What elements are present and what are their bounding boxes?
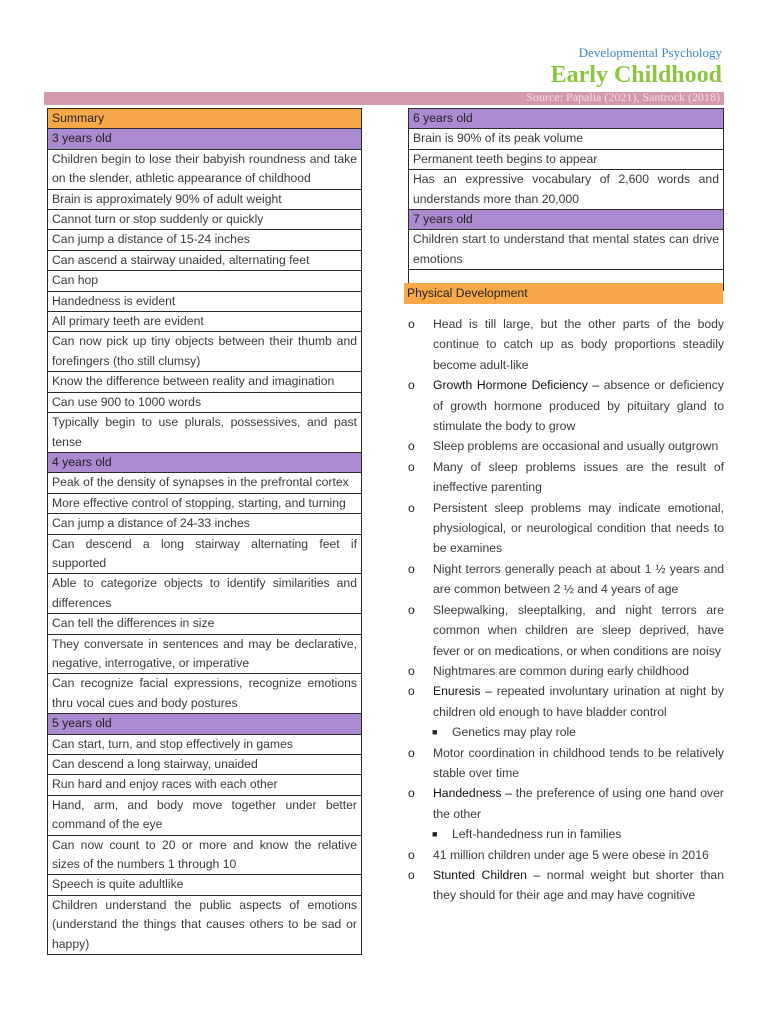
table-row	[48, 149, 362, 189]
hollow-bullet-icon: o	[408, 500, 415, 515]
list-item	[408, 845, 724, 865]
table-row	[409, 129, 724, 149]
list-item-text: repeated involuntary urination at night by children old enough to have bladder control	[433, 684, 724, 719]
list-item-text: Persistent sleep problems may indicate emotional, physiological, or neurological condition that needs to be examines	[433, 500, 724, 556]
physical-development-list	[408, 314, 724, 906]
source-text: Source: Papalia (2021), Santrock (2018)	[526, 90, 720, 104]
table-cell: Brain is 90% of its peak volume	[409, 129, 724, 149]
table-cell: Hand, arm, and body move together under better command of the eye	[48, 795, 362, 835]
age-header-cell: 4 years old	[48, 452, 362, 472]
list-item	[408, 314, 724, 375]
list-item-text: Nightmares are common during early childhood	[433, 663, 690, 678]
table-cell: Able to categorize objects to identify similarities and differences	[48, 574, 362, 614]
hollow-bullet-icon: o	[408, 867, 415, 882]
table-cell: Permanent teeth begins to appear	[409, 149, 724, 169]
table-cell: Run hard and enjoy races with each other	[48, 775, 362, 795]
list-item	[408, 743, 724, 784]
list-item	[408, 457, 724, 498]
table-row	[48, 574, 362, 614]
table-cell: Can start, turn, and stop effectively in games	[48, 734, 362, 754]
table-row	[48, 734, 362, 754]
list-item	[408, 498, 724, 559]
list-item	[408, 661, 724, 681]
table-cell: Has an expressive vocabulary of 2,600 words and understands more than 20,000	[409, 170, 724, 210]
summary-table-left	[47, 108, 362, 955]
table-row	[48, 614, 362, 634]
table-row	[48, 291, 362, 311]
table-row	[48, 312, 362, 332]
list-item	[408, 559, 724, 600]
table-row	[48, 493, 362, 513]
table-cell: Children start to understand that mental states can drive emotions	[409, 230, 724, 270]
hollow-bullet-icon: o	[408, 847, 415, 862]
table-cell: Peak of the density of synapses in the prefrontal cortex	[48, 473, 362, 493]
table-cell: Typically begin to use plurals, possessives, and past tense	[48, 413, 362, 453]
table-row	[409, 149, 724, 169]
table-row	[48, 271, 362, 291]
table-row	[48, 250, 362, 270]
summary-header-cell: Summary	[48, 109, 362, 129]
table-cell: Can tell the differences in size	[48, 614, 362, 634]
hollow-bullet-icon: o	[408, 786, 415, 801]
list-item-text: Many of sleep problems issues are the result of ineffective parenting	[433, 459, 724, 495]
table-row	[48, 634, 362, 674]
table-row	[48, 332, 362, 372]
list-item-term: Stunted Children –	[433, 867, 541, 882]
table-cell: Can jump a distance of 15-24 inches	[48, 230, 362, 250]
list-item	[408, 783, 724, 824]
source-bar	[44, 92, 724, 105]
table-row	[48, 534, 362, 574]
physical-development-heading: Physical Development	[404, 283, 723, 304]
table-row	[409, 230, 724, 270]
table-row	[409, 170, 724, 210]
hollow-bullet-icon: o	[408, 317, 415, 331]
table-cell: Cannot turn or stop suddenly or quickly	[48, 210, 362, 230]
hollow-bullet-icon: o	[408, 439, 415, 454]
table-cell: Can hop	[48, 271, 362, 291]
list-item	[408, 600, 724, 661]
table-row	[48, 775, 362, 795]
table-row	[48, 835, 362, 875]
sub-list-item	[408, 722, 724, 742]
list-item	[408, 436, 724, 456]
table-row	[48, 413, 362, 453]
square-bullet-icon: ■	[432, 727, 438, 738]
hollow-bullet-icon: o	[408, 561, 415, 576]
list-item	[408, 865, 724, 906]
table-cell: Know the difference between reality and imagination	[48, 372, 362, 392]
table-row	[48, 714, 362, 734]
table-cell: Children begin to lose their babyish roundness and take on the slender, athletic appearance of childhood	[48, 149, 362, 189]
list-item-text: normal weight but shorter than they should for their age and may have cognitive	[433, 867, 724, 903]
hollow-bullet-icon: o	[408, 684, 415, 699]
table-row	[48, 392, 362, 412]
list-item-text: Motor coordination in childhood tends to be relatively stable over time	[433, 745, 724, 780]
table-row	[48, 372, 362, 392]
age-header-cell: 7 years old	[409, 210, 724, 230]
table-cell: They conversate in sentences and may be declarative, negative, interrogative, or imperative	[48, 634, 362, 674]
list-item-text: Sleepwalking, sleeptalking, and night terrors are common when children are sleep deprived, have fever or on medications, or when conditions are noisy	[433, 602, 724, 658]
list-item-text: 41 million children under age 5 were obese in 2016	[433, 847, 709, 862]
table-cell: Can ascend a stairway unaided, alternating feet	[48, 250, 362, 270]
table-cell: Can descend a long stairway alternating feet if supported	[48, 534, 362, 574]
table-row	[48, 473, 362, 493]
table-row	[48, 514, 362, 534]
table-cell: Speech is quite adultlike	[48, 875, 362, 895]
list-item	[408, 681, 724, 722]
hollow-bullet-icon: o	[408, 602, 415, 617]
list-item-text: absence or deficiency of growth hormone produced by pituitary gland to stimulate the body to grow	[433, 378, 724, 434]
page-title: Early Childhood	[550, 62, 722, 88]
table-row	[409, 210, 724, 230]
list-item-term: Enuresis –	[433, 684, 492, 699]
age-header-cell: 3 years old	[48, 129, 362, 149]
summary-table-right	[408, 108, 724, 291]
table-cell: Can now pick up tiny objects between their thumb and forefingers (tho still clumsy)	[48, 332, 362, 372]
list-item-text: Night terrors generally peach at about 1 ½ years and are common between 2 ½ and 4 years of age	[433, 561, 724, 597]
list-item-text: the preference of using one hand over the other	[433, 786, 724, 821]
table-row	[48, 189, 362, 209]
age-header-cell: 6 years old	[409, 109, 724, 129]
table-cell: Can now count to 20 or more and know the relative sizes of the numbers 1 through 10	[48, 835, 362, 875]
list-item-text: Head is till large, but the other parts of the body continue to catch up as body proportions steadily become adult-like	[433, 317, 724, 372]
table-cell: More effective control of stopping, starting, and turning	[48, 493, 362, 513]
table-row	[48, 109, 362, 129]
list-item-term: Growth Hormone Deficiency –	[433, 378, 600, 393]
table-row	[48, 755, 362, 775]
table-cell: Handedness is evident	[48, 291, 362, 311]
table-row	[48, 895, 362, 954]
sub-list-item-text: Left-handedness run in families	[452, 827, 622, 842]
age-header-cell: 5 years old	[48, 714, 362, 734]
hollow-bullet-icon: o	[408, 378, 415, 393]
sub-list-item-text: Genetics may play role	[452, 725, 576, 740]
list-item-text: Sleep problems are occasional and usually outgrown	[433, 439, 719, 454]
table-cell: Can descend a long stairway, unaided	[48, 755, 362, 775]
sub-list-item	[408, 824, 724, 844]
square-bullet-icon: ■	[432, 829, 438, 840]
table-row	[48, 129, 362, 149]
hollow-bullet-icon: o	[408, 745, 415, 760]
list-item	[408, 375, 724, 436]
table-cell: Children understand the public aspects of emotions (understand the things that causes others to be sad or happy)	[48, 895, 362, 954]
table-row	[48, 795, 362, 835]
table-row	[48, 674, 362, 714]
table-cell: All primary teeth are evident	[48, 312, 362, 332]
table-row	[48, 452, 362, 472]
header-subtitle: Developmental Psychology	[578, 45, 722, 60]
table-row	[48, 210, 362, 230]
table-cell: Can use 900 to 1000 words	[48, 392, 362, 412]
hollow-bullet-icon: o	[408, 459, 415, 474]
table-cell: Can jump a distance of 24-33 inches	[48, 514, 362, 534]
table-row	[48, 875, 362, 895]
table-row	[48, 230, 362, 250]
table-row	[409, 109, 724, 129]
table-cell: Can recognize facial expressions, recognize emotions thru vocal cues and body postures	[48, 674, 362, 714]
hollow-bullet-icon: o	[408, 663, 415, 678]
table-cell: Brain is approximately 90% of adult weight	[48, 189, 362, 209]
list-item-term: Handedness –	[433, 786, 512, 801]
